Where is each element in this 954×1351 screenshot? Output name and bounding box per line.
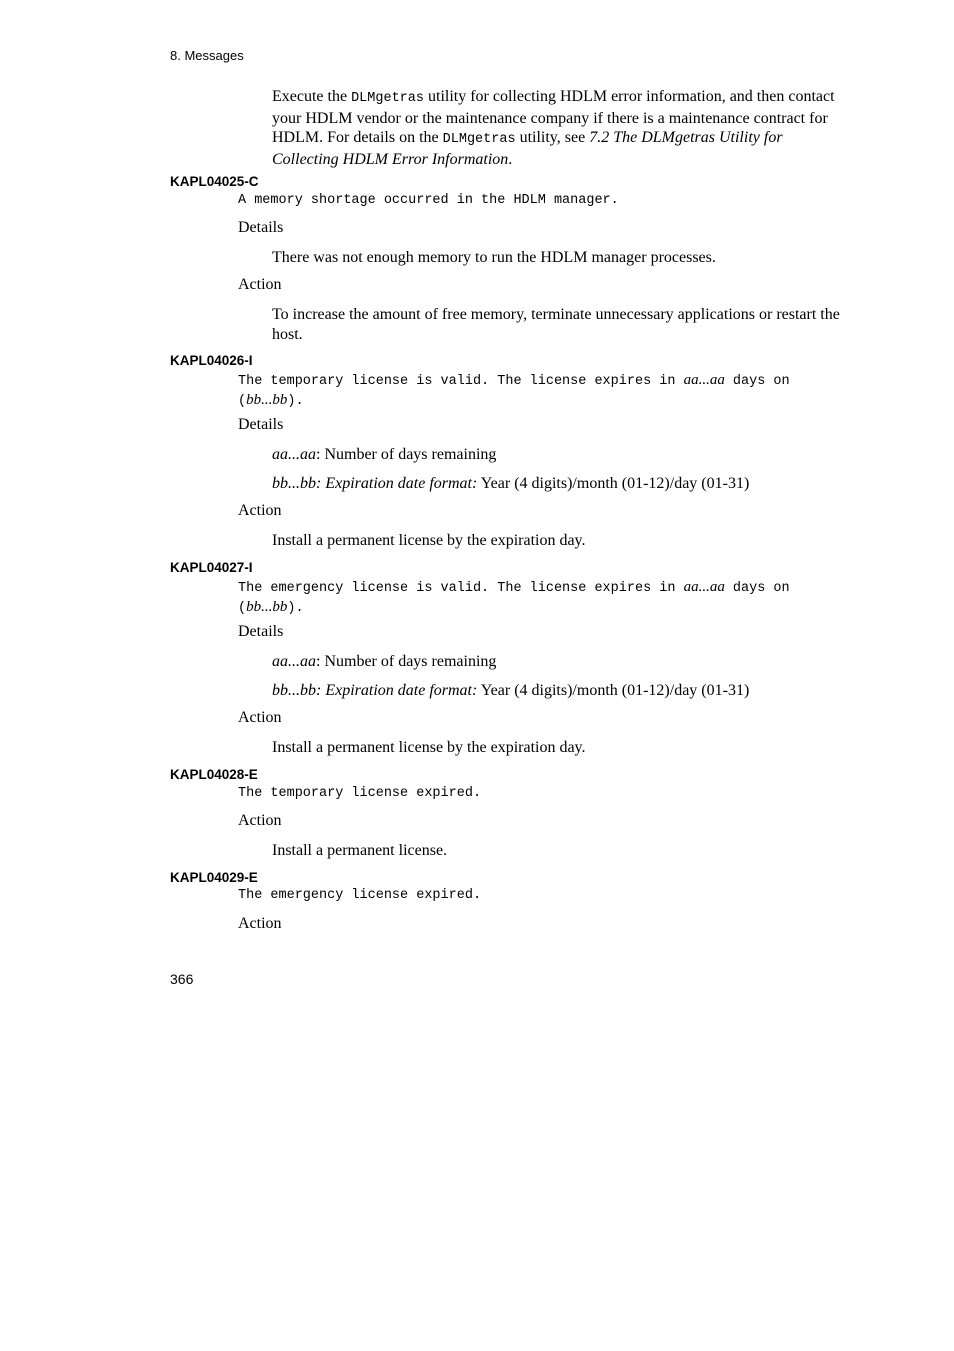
intro-text-1: Execute the xyxy=(272,88,352,105)
details-text xyxy=(272,474,844,494)
action-text: Install a permanent license. xyxy=(272,842,448,859)
details-text xyxy=(272,652,844,672)
inline-code-dlmgetras: DLMgetras xyxy=(351,91,424,106)
message-id: KAPL04028-E xyxy=(170,767,258,782)
message-id: KAPL04029-E xyxy=(170,870,258,885)
message-text: A memory shortage occurred in the HDLM manager. xyxy=(238,193,619,208)
message-text: The emergency license expired. xyxy=(238,888,482,903)
details-text: There was not enough memory to run the HDLM manager processes. xyxy=(272,249,716,266)
details-text xyxy=(272,445,844,465)
action-label: Action xyxy=(238,276,282,293)
intro-text-4: . xyxy=(508,150,513,168)
message-text-part: days on ( xyxy=(238,374,790,409)
details-text-part: Year (4 digits)/month (01-12)/day (01-31) xyxy=(477,475,750,492)
action-label: Action xyxy=(238,709,282,726)
message-text xyxy=(238,371,844,411)
details-text-part: : Number of days remaining xyxy=(316,446,497,463)
action-text: Install a permanent license by the expiration day. xyxy=(272,532,586,549)
action-label: Action xyxy=(238,502,282,519)
action-text: To increase the amount of free memory, terminate unnecessary applications or restart the host. xyxy=(272,306,840,343)
intro-text-2: utility for collecting HDLM error information, and then contact your HDLM vendor or the maintenance company if there is a maintenance contract for HDLM. For details on the xyxy=(272,88,835,146)
action-label: Action xyxy=(238,915,282,932)
variable-bb: bb...bb xyxy=(246,392,288,408)
details-text-part: Year (4 digits)/month (01-12)/day (01-31) xyxy=(477,682,750,699)
variable-bb: bb...bb: Expiration date format: xyxy=(272,475,478,492)
inline-code-dlmgetras: DLMgetras xyxy=(442,132,516,147)
message-text xyxy=(238,578,844,618)
action-text: Install a permanent license by the expiration day. xyxy=(272,739,586,756)
message-text-part: days on ( xyxy=(238,581,790,616)
intro-text-3: utility, see xyxy=(515,129,590,146)
variable-aa: aa...aa xyxy=(683,579,725,595)
page-number: 366 xyxy=(170,971,194,987)
details-text-part: : Number of days remaining xyxy=(316,653,497,670)
variable-aa: aa...aa xyxy=(272,446,316,463)
message-id: KAPL04026-I xyxy=(170,353,253,368)
details-label: Details xyxy=(238,623,284,640)
message-id: KAPL04027-I xyxy=(170,560,253,575)
message-text-part: ). xyxy=(287,394,304,409)
details-text xyxy=(272,681,844,701)
action-label: Action xyxy=(238,812,282,829)
message-text-part: The emergency license is valid. The license expires in xyxy=(238,581,684,596)
message-text: The temporary license expired. xyxy=(238,786,482,801)
message-id: KAPL04025-C xyxy=(170,174,259,189)
variable-bb: bb...bb xyxy=(246,599,288,615)
running-header: 8. Messages xyxy=(170,48,244,63)
details-label: Details xyxy=(238,416,284,433)
variable-bb: bb...bb: Expiration date format: xyxy=(272,682,478,699)
variable-aa: aa...aa xyxy=(272,653,316,670)
variable-aa: aa...aa xyxy=(683,372,725,388)
cross-reference-link[interactable]: 7.2 The DLMgetras Utility for Collecting HDLM Error Information xyxy=(272,129,783,168)
message-text-part: The temporary license is valid. The license expires in xyxy=(238,374,684,389)
details-label: Details xyxy=(238,219,284,236)
message-text-part: ). xyxy=(287,601,304,616)
intro-paragraph xyxy=(272,87,844,169)
